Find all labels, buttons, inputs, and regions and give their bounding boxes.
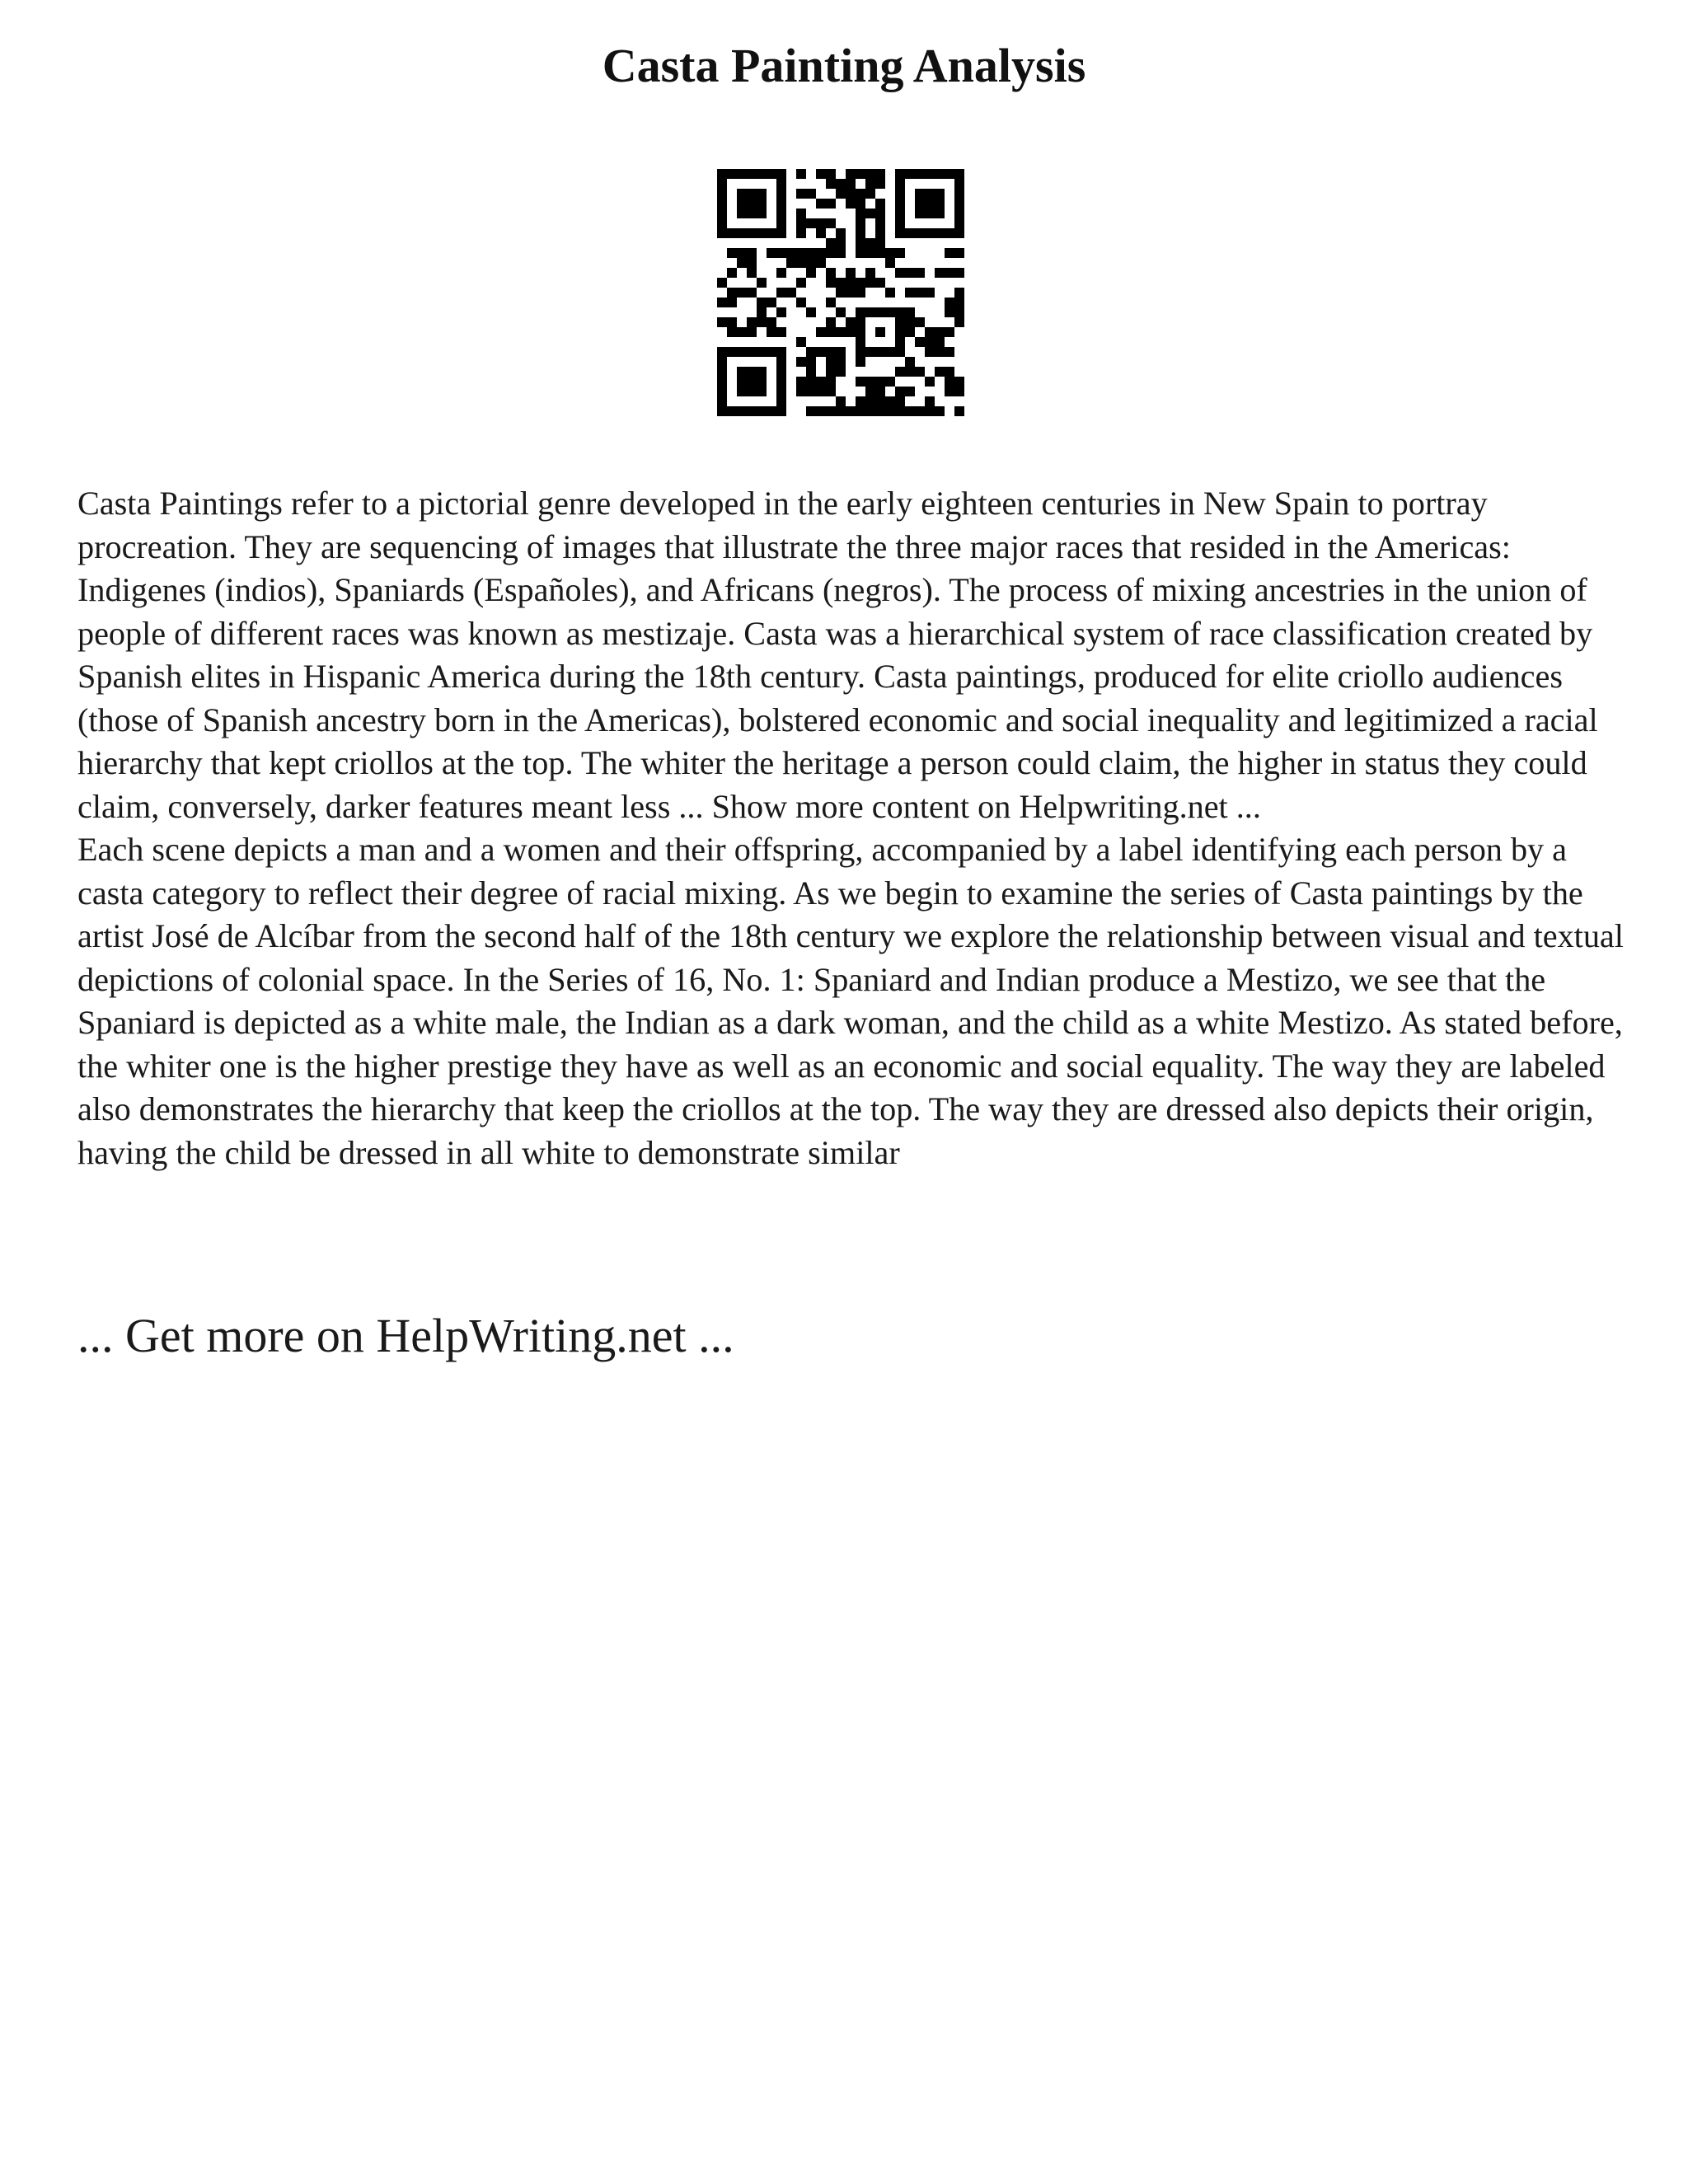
paragraph-2: Each scene depicts a man and a women and their offspring, accompanied by a label identifying each person by a casta category to reflect their degree of racial mixing. As we begin to examine the series of Casta paintings by the artist José de Alcíbar from the second half of the 18th century we explore the relationship between visual and textual depictions of colonial space. In the Series of 16, No. 1: Spaniard and Indian produce a Mestizo, we see that the Spaniard is depicted as a white male, the Indian as a dark woman, and the child as a white Mestizo. As stated before, the whiter one is the higher prestige they have as well as an economic and social equality. The way they are labeled also demonstrates the hierarchy that keep the criollos at the top. The way they are dressed also depicts their origin, having the child be dressed in all white to demonstrate similar (77, 831, 1624, 1171)
get-more-link[interactable]: ... Get more on HelpWriting.net ... (77, 1309, 734, 1362)
article-body (77, 482, 1627, 1174)
qr-code-icon (717, 169, 964, 416)
page-title: Casta Painting Analysis (602, 39, 1086, 92)
paragraph-1: Casta Paintings refer to a pictorial genre developed in the early eighteen centuries in New Spain to portray procreation. They are sequencing of images that illustrate the three major races that resided in the Americas: Indigenes (indios), Spaniards (Españoles), and Africans (negros). The process of mixing ancestries in the union of people of different races was known as mestizaje. Casta was a hierarchical system of race classification created by Spanish elites in Hispanic America during the 18th century. Casta paintings, produced for elite criollo audiences (those of Spanish ancestry born in the Americas), bolstered economic and social inequality and legitimized a racial hierarchy that kept criollos at the top. The whiter the heritage a person could claim, the higher in status they could claim, conversely, darker features meant less ... Show more content on Helpwriting.net ... (77, 485, 1598, 825)
